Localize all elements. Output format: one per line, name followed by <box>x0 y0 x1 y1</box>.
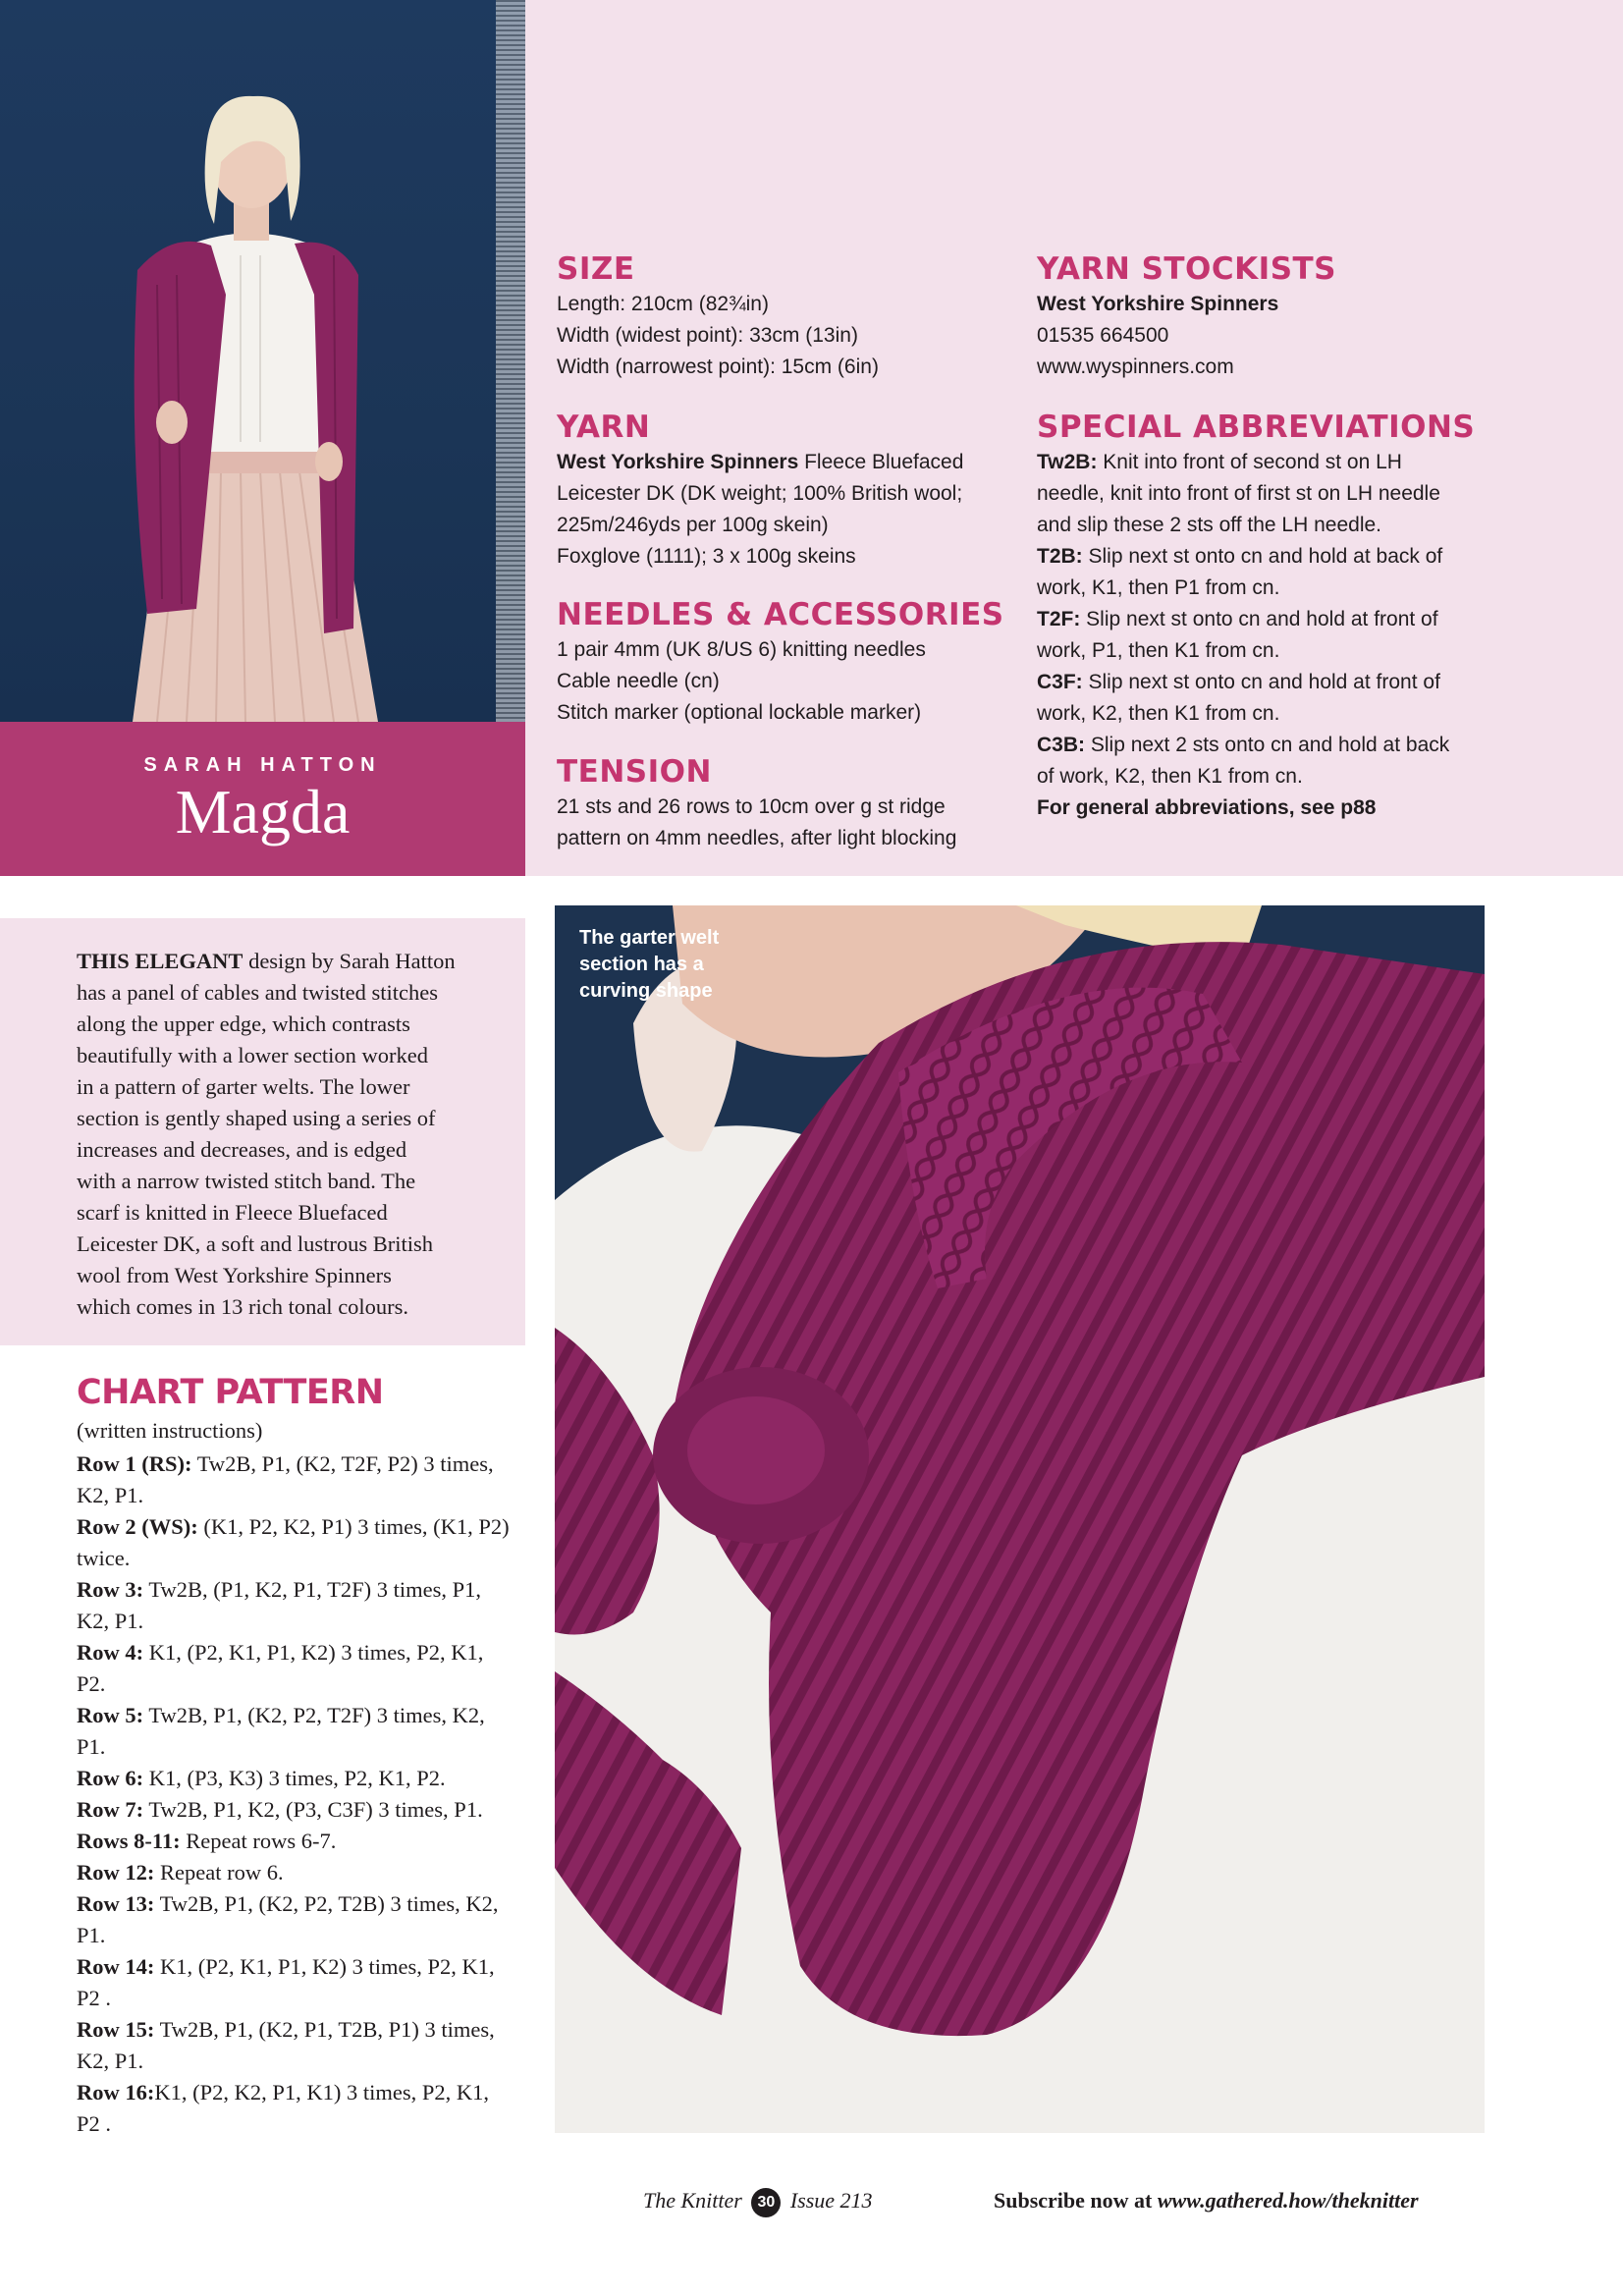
chart-row-line <box>77 1449 528 1480</box>
needles-line: 1 pair 4mm (UK 8/US 6) knitting needles <box>557 638 926 661</box>
row-label: Row 3: <box>77 1577 144 1602</box>
row-label: Row 16: <box>77 2080 155 2105</box>
needles-line: Stitch marker (optional lockable marker) <box>557 701 922 724</box>
row-instructions: (K1, P2, K2, P1) 3 times, (K1, P2) <box>197 1514 510 1539</box>
row-instructions: K1, (P2, K2, P1, K1) 3 times, P2, K1, <box>154 2080 490 2105</box>
abbreviation-line: T2B: Slip next st onto cn and hold at back of <box>1037 545 1443 568</box>
intro-text <box>77 946 528 1323</box>
size-line: Width (widest point): 33cm (13in) <box>557 324 858 347</box>
chart-row-line <box>77 2108 528 2140</box>
abbreviation-line: C3B: Slip next 2 sts onto cn and hold at back <box>1037 734 1450 756</box>
magazine-name: The Knitter <box>643 2188 742 2214</box>
row-instructions: P2 . <box>77 1986 112 2010</box>
caption-line: section has a <box>579 954 704 975</box>
chart-row-line <box>77 1511 528 1543</box>
chart-row-line <box>77 1543 528 1574</box>
tension-line: pattern on 4mm needles, after light blocking <box>557 827 957 849</box>
needles-heading: NEEDLES & ACCESSORIES <box>557 597 1004 632</box>
chart-row-line <box>77 1763 528 1794</box>
subscribe-link[interactable]: www.gathered.how/theknitter <box>1157 2188 1419 2213</box>
size-line: Width (narrowest point): 15cm (6in) <box>557 355 879 378</box>
row-label: Row 14: <box>77 1954 155 1979</box>
row-instructions: P2. <box>77 1671 106 1696</box>
row-instructions: K2, P1. <box>77 1609 144 1633</box>
row-instructions: K1, (P2, K1, P1, K2) 3 times, P2, K1, <box>143 1640 484 1665</box>
subscribe-text: Subscribe now at <box>994 2188 1158 2213</box>
row-label: Row 12: <box>77 1860 155 1885</box>
yarn-line: Foxglove (1111); 3 x 100g skeins <box>557 545 856 568</box>
chart-row-line <box>77 2046 528 2077</box>
scarf-illustration <box>555 905 1485 2133</box>
stockists-body <box>1037 289 1498 383</box>
chart-row-line <box>77 1794 528 1826</box>
scarf-closeup-photo <box>555 905 1485 2133</box>
yarn-brand: West Yorkshire Spinners <box>557 451 799 473</box>
row-instructions: K2, P1. <box>77 1483 144 1507</box>
row-instructions: K2, P1. <box>77 2049 144 2073</box>
abbreviation-line: work, K2, then K1 from cn. <box>1037 702 1280 725</box>
chart-row-line <box>77 1951 528 1983</box>
abbreviations-body <box>1037 447 1528 824</box>
intro-line: THIS ELEGANT design by Sarah Hatton <box>77 949 456 973</box>
pattern-title: Magda <box>175 777 351 847</box>
intro-line: scarf is knitted in Fleece Bluefaced <box>77 1200 388 1225</box>
size-body <box>557 289 1018 383</box>
tension-line: 21 sts and 26 rows to 10cm over g st ridge <box>557 795 946 818</box>
yarn-line <box>557 447 1028 478</box>
row-label: Row 1 (RS): <box>77 1451 192 1476</box>
caption-line: curving shape <box>579 980 713 1002</box>
model-photo <box>0 0 525 722</box>
chart-row-line <box>77 1826 528 1857</box>
abbreviation-line: Tw2B: Knit into front of second st on LH <box>1037 451 1402 473</box>
chart-row-line <box>77 1668 528 1700</box>
intro-line: with a narrow twisted stitch band. The <box>77 1169 416 1193</box>
row-label: Row 2 (WS): <box>77 1514 198 1539</box>
abbreviation-line: of work, K2, then K1 from cn. <box>1037 765 1303 788</box>
row-instructions: Tw2B, P1, (K2, T2F, P2) 3 times, <box>191 1451 494 1476</box>
intro-line: which comes in 13 rich tonal colours. <box>77 1294 409 1319</box>
row-instructions: P1. <box>77 1923 106 1947</box>
row-label: Row 13: <box>77 1891 155 1916</box>
abbreviation-line: C3F: Slip next st onto cn and hold at front of <box>1037 671 1440 693</box>
intro-lead: THIS ELEGANT <box>77 949 243 973</box>
designer-name: SARAH HATTON <box>143 754 382 776</box>
issue-number: Issue 213 <box>789 2188 873 2214</box>
chart-rows <box>77 1449 528 2140</box>
chart-row-line <box>77 1983 528 2014</box>
chart-row-line <box>77 1606 528 1637</box>
intro-line: Leicester DK, a soft and lustrous British <box>77 1231 434 1256</box>
needles-body <box>557 634 1028 729</box>
chart-row-line <box>77 1888 528 1920</box>
stockist-phone: 01535 664500 <box>1037 324 1169 347</box>
footer-subscribe <box>994 2188 1419 2214</box>
yarn-line: 225m/246yds per 100g skein) <box>557 514 829 536</box>
intro-line: has a panel of cables and twisted stitches <box>77 980 439 1005</box>
size-line: Length: 210cm (82¾in) <box>557 293 769 315</box>
intro-line: increases and decreases, and is edged <box>77 1137 407 1162</box>
abbreviation-line: work, P1, then K1 from cn. <box>1037 639 1280 662</box>
row-instructions: twice. <box>77 1546 131 1570</box>
chart-pattern-subheading: (written instructions) <box>77 1418 263 1443</box>
row-instructions: Repeat rows 6-7. <box>180 1829 337 1853</box>
stockists-heading: YARN STOCKISTS <box>1037 251 1337 287</box>
row-label: Row 4: <box>77 1640 144 1665</box>
row-instructions: Tw2B, (P1, K2, P1, T2F) 3 times, P1, <box>143 1577 482 1602</box>
yarn-heading: YARN <box>557 410 651 445</box>
chart-row-line <box>77 1857 528 1888</box>
stockist-name: West Yorkshire Spinners <box>1037 293 1279 315</box>
chart-row-line <box>77 1480 528 1511</box>
intro-line: along the upper edge, which contrasts <box>77 1011 410 1036</box>
size-heading: SIZE <box>557 251 635 287</box>
chart-row-line <box>77 1700 528 1731</box>
row-label: Row 5: <box>77 1703 144 1727</box>
row-label: Row 6: <box>77 1766 144 1790</box>
intro-line: wool from West Yorkshire Spinners <box>77 1263 392 1287</box>
photo-caption <box>579 925 736 1005</box>
chart-row-line <box>77 1574 528 1606</box>
chart-pattern-heading: CHART PATTERN <box>77 1373 384 1412</box>
needles-line: Cable needle (cn) <box>557 670 720 692</box>
row-label: Row 7: <box>77 1797 144 1822</box>
row-instructions: Tw2B, P1, K2, (P3, C3F) 3 times, P1. <box>143 1797 483 1822</box>
model-illustration <box>0 0 525 722</box>
tension-heading: TENSION <box>557 754 712 790</box>
row-label: Row 15: <box>77 2017 155 2042</box>
row-instructions: Repeat row 6. <box>154 1860 284 1885</box>
chart-row-line <box>77 1920 528 1951</box>
chart-row-line <box>77 2077 528 2108</box>
row-instructions: Tw2B, P1, (K2, P2, T2B) 3 times, K2, <box>154 1891 499 1916</box>
yarn-line: Leicester DK (DK weight; 100% British wool; <box>557 482 963 505</box>
general-abbreviations-note: For general abbreviations, see p88 <box>1037 796 1377 819</box>
intro-line: beautifully with a lower section worked <box>77 1043 429 1067</box>
stockist-website: www.wyspinners.com <box>1037 355 1234 378</box>
row-instructions: P2 . <box>77 2111 112 2136</box>
chart-row-line <box>77 1731 528 1763</box>
row-instructions: P1. <box>77 1734 106 1759</box>
row-instructions: K1, (P3, K3) 3 times, P2, K1, P2. <box>143 1766 446 1790</box>
intro-line: section is gently shaped using a series of <box>77 1106 436 1130</box>
abbreviation-line: work, K1, then P1 from cn. <box>1037 576 1280 599</box>
abbreviation-line: T2F: Slip next st onto cn and hold at front of <box>1037 608 1438 630</box>
row-label: Rows 8-11: <box>77 1829 181 1853</box>
tension-body <box>557 792 1028 854</box>
chart-row-line <box>77 1637 528 1668</box>
abbreviation-line: and slip these 2 sts off the LH needle. <box>1037 514 1382 536</box>
yarn-body <box>557 447 1028 573</box>
row-instructions: Tw2B, P1, (K2, P1, T2B, P1) 3 times, <box>154 2017 495 2042</box>
caption-line: The garter welt <box>579 927 720 949</box>
chart-row-line <box>77 2014 528 2046</box>
footer-issue <box>643 2188 873 2217</box>
yarn-line-rest: Fleece Bluefaced <box>798 451 964 473</box>
row-instructions: Tw2B, P1, (K2, P2, T2F) 3 times, K2, <box>143 1703 485 1727</box>
intro-line: in a pattern of garter welts. The lower <box>77 1074 410 1099</box>
page-number: 30 <box>751 2188 781 2217</box>
abbreviation-line: needle, knit into front of first st on LH needle <box>1037 482 1440 505</box>
abbreviations-heading: SPECIAL ABBREVIATIONS <box>1037 410 1476 445</box>
row-instructions: K1, (P2, K1, P1, K2) 3 times, P2, K1, <box>154 1954 495 1979</box>
